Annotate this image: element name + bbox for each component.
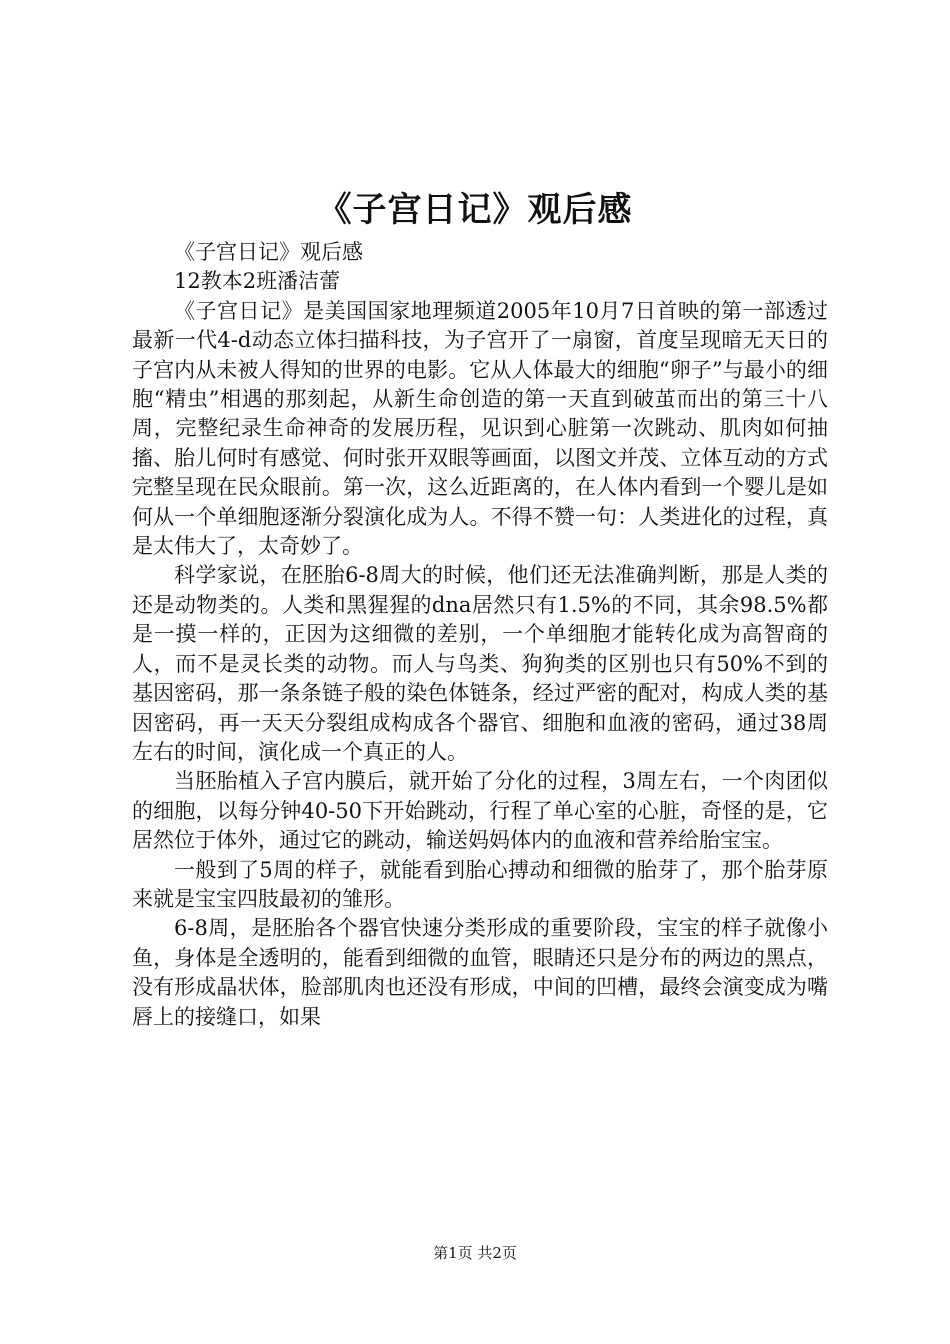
body-paragraph: 6-8周，是胚胎各个器官快速分类形成的重要阶段，宝宝的样子就像小鱼，身体是全透明的，能看到细微的血管，眼睛还只是分布的两边的黑点，没有形成晶状体，脸部肌肉也还没有形成，中间的凹槽，最终会演变成为嘴唇上的接缝口，如果: [132, 916, 828, 1029]
subtitle-paragraph: 《子宫日记》观后感: [174, 240, 363, 264]
author-line: 12教本2班潘洁蕾: [174, 269, 341, 294]
document-title: 《子宫日记》观后感: [317, 190, 633, 230]
body-paragraph: 《子宫日记》是美国国家地理频道2005年10月7日首映的第一部透过最新一代4-d动态立体扫描科技，为子宫开了一扇窗，首度呈现暗无天日的子宫内从未被人得知的世界的电影。它从人体最大的细胞“卵子”与最小的细胞“精虫”相遇的那刻起，从新生命创造的第一天直到破茧而出的第三十八周，完整纪录生命神奇的发展历程，见识到心脏第一次跳动、肌肉如何抽搐、胎儿何时有感觉、何时张开双眼等画面，以图文并茂、立体互动的方式完整呈现在民众眼前。第一次，这么近距离的，在人体内看到一个婴儿是如何从一个单细胞逐渐分裂演化成为人。不得不赞一句：人类进化的过程，真是太伟大了，太奇妙了。: [132, 298, 828, 559]
body-paragraph: 当胚胎植入子宫内膜后，就开始了分化的过程，3周左右，一个肉团似的细胞，以每分钟40-50下开始跳动，行程了单心室的心脏，奇怪的是，它居然位于体外，通过它的跳动，输送妈妈体内的血液和营养给胎宝宝。: [132, 769, 828, 853]
body-paragraph: 科学家说，在胚胎6-8周大的时候，他们还无法准确判断，那是人类的还是动物类的。人类和黑猩猩的dna居然只有1.5%的不同，其余98.5%都是一摸一样的，正因为这细微的差别，一个单细胞才能转化成为高智商的人，而不是灵长类的动物。而人与鸟类、狗狗类的区别也只有50%不到的基因密码，那一条条链子般的染色体链条，经过严密的配对，构成人类的基因密码，再一天天分裂组成构成各个器官、细胞和血液的密码，通过38周左右的时间，演化成一个真正的人。: [132, 563, 828, 764]
document-body: [132, 238, 828, 1032]
page-footer: 第1页 共2页: [433, 1244, 517, 1262]
body-paragraph: 一般到了5周的样子，就能看到胎心搏动和细微的胎芽了，那个胎芽原来就是宝宝四肢最初的雏形。: [132, 857, 828, 911]
